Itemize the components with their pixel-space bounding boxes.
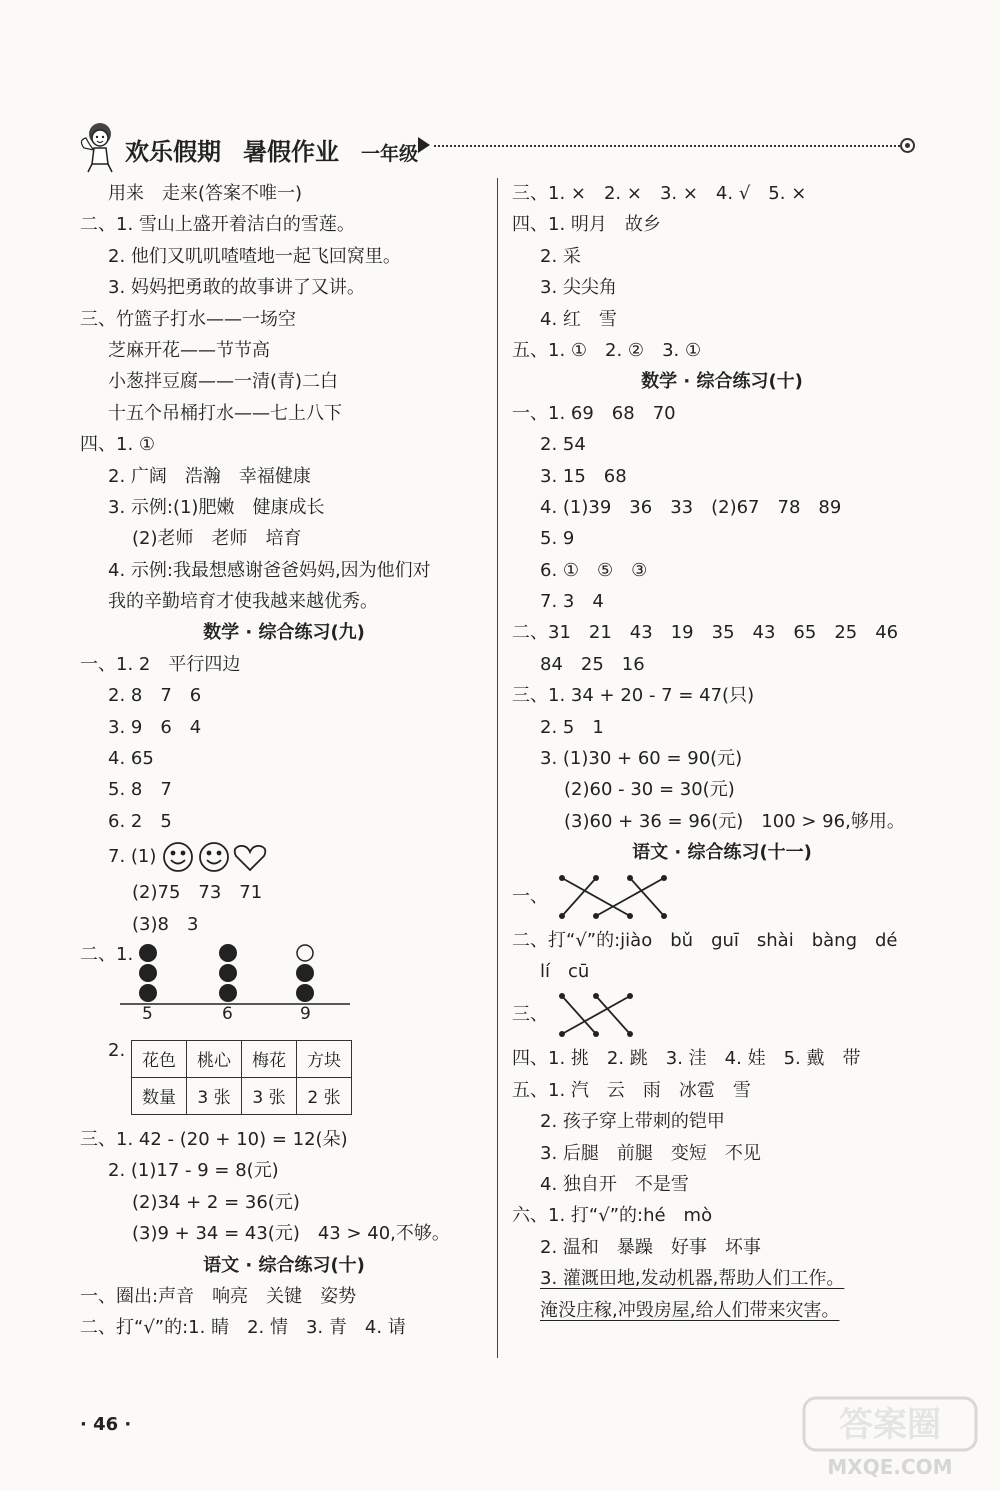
answer-line: 小葱拌豆腐——一清(青)二白 [108, 371, 339, 393]
tens-count: 5 [142, 1003, 153, 1024]
grade-label: 一年级 [361, 143, 419, 165]
answer-line: 5. 8 7 [108, 779, 172, 801]
ones-count: 6 [222, 1003, 233, 1024]
answer-line: 二、打“√”的:1. 睛 2. 情 3. 青 4. 请 [80, 1317, 406, 1339]
answer-line: 二、1. 雪山上盛开着洁白的雪莲。 [80, 214, 355, 236]
page-number: · 46 · [80, 1414, 132, 1435]
table-cell: 梅花 [242, 1040, 297, 1077]
answer-line: 3. 示例:(1)肥嫩 健康成长 [108, 496, 325, 518]
section-title: 语文 · 综合练习(十) [203, 1254, 365, 1276]
answer-line: (3)8 3 [132, 913, 199, 935]
cards-table-answer [80, 1034, 488, 1124]
answer-line: 4. 红 雪 [540, 308, 617, 330]
book-subtitle: 暑假作业 [243, 138, 339, 166]
answer-line: 用来 走来(答案不唯一) [108, 183, 303, 204]
abacus-answer [80, 940, 488, 1034]
ring-bullet-icon [900, 138, 915, 153]
answer-line: 2. 他们又叽叽喳喳地一起飞回窝里。 [108, 245, 401, 267]
svg-text:MXQE.COM: MXQE.COM [827, 1455, 953, 1479]
answer-line: 一、1. 2 平行四边 [80, 653, 241, 675]
table-cell: 方块 [297, 1040, 352, 1077]
table-cell: 数量 [132, 1077, 187, 1114]
matching-lines-figure [554, 872, 684, 922]
answer-line: 3. 妈妈把勇敢的故事讲了又讲。 [108, 277, 365, 299]
watermark-logo [800, 1392, 980, 1482]
answer-line: 4. 示例:我最想感谢爸爸妈妈,因为他们对 [108, 559, 431, 581]
play-arrow-icon [418, 137, 430, 153]
abacus-figure [120, 940, 380, 1034]
answer-line: 芝麻开花——节节高 [108, 339, 270, 361]
answer-text: 7. (1) [108, 846, 157, 868]
table-cell: 2 张 [297, 1077, 352, 1114]
answer-line: 四、1. ① [80, 434, 156, 456]
answer-line: 84 25 16 [540, 653, 645, 675]
answer-line: 四、1. 明月 故乡 [512, 214, 661, 236]
answer-line: 2. 5 1 [540, 716, 604, 738]
answer-line: 3. (1)30 + 60 = 90(元) [540, 748, 743, 770]
answer-line: (3)60 + 36 = 96(元) 100 > 96,够用。 [564, 810, 905, 832]
answer-line: 一、圈出:声音 响亮 关键 姿势 [80, 1285, 357, 1307]
cards-table [131, 1040, 352, 1115]
answer-line: 2. (1)17 - 9 = 8(元) [108, 1160, 279, 1182]
answer-line: 淹没庄稼,冲毁房屋,给人们带来灾害。 [540, 1299, 840, 1321]
answer-line: 五、1. 汽 云 雨 冰雹 雪 [512, 1079, 751, 1101]
answer-line: 三、1. 34 + 20 - 7 = 47(只) [512, 685, 755, 707]
answer-line: 三、1. 42 - (20 + 10) = 12(朵) [80, 1128, 348, 1150]
answer-line: 5. 9 [540, 528, 575, 550]
answer-line: 3. 后腿 前腿 变短 不见 [540, 1142, 761, 1164]
section-title: 数学 · 综合练习(九) [203, 622, 365, 644]
answer-line: 6. ① ⑤ ③ [540, 559, 648, 581]
table-cell: 3 张 [242, 1077, 297, 1114]
table-row [132, 1040, 352, 1077]
answer-label: 二、1. [80, 943, 134, 965]
answer-line: 一、1. 69 68 70 [512, 402, 676, 424]
book-title: 欢乐假期 [125, 138, 221, 166]
answer-line: 7. 3 4 [540, 591, 604, 613]
table-row [132, 1077, 352, 1114]
answer-line: 四、1. 挑 2. 跳 3. 洼 4. 娃 5. 戴 带 [512, 1048, 861, 1070]
answer-line: 十五个吊桶打水——七上八下 [108, 402, 342, 424]
left-column [80, 178, 488, 1344]
answer-label: 2. [108, 1039, 126, 1061]
table-cell: 3 张 [187, 1077, 242, 1114]
answer-line: 2. 8 7 6 [108, 685, 202, 707]
answer-line: 五、1. ① 2. ② 3. ① [512, 339, 702, 361]
answer-line: 3. 15 68 [540, 465, 627, 487]
answer-line: 二、打“√”的:jiào bǔ guī shài bàng dé [512, 929, 898, 951]
section-title: 语文 · 综合练习(十一) [632, 842, 812, 864]
answer-line-faces [80, 837, 488, 877]
table-cell: 桃心 [187, 1040, 242, 1077]
section-title: 数学 · 综合练习(十) [641, 371, 803, 393]
total-count: 9 [300, 1003, 311, 1024]
svg-text:答案圈: 答案圈 [839, 1405, 941, 1445]
answer-line: 2. 温和 暴躁 好事 坏事 [540, 1236, 761, 1258]
answer-line: 4. 65 [108, 748, 154, 770]
answer-line: 3. 9 6 4 [108, 716, 202, 738]
page-header [70, 118, 930, 178]
answer-line: 六、1. 打“√”的:hé mò [512, 1205, 713, 1227]
header-title [125, 132, 426, 167]
answer-line: 二、31 21 43 19 35 43 65 25 46 [512, 622, 899, 644]
answer-line: (2)老师 老师 培育 [132, 528, 302, 550]
answer-line: (2)75 73 71 [132, 882, 263, 904]
answer-line: 4. (1)39 36 33 (2)67 78 89 [540, 496, 842, 518]
answer-line: (2)60 - 30 = 30(元) [564, 779, 735, 801]
answer-line: 3. 尖尖角 [540, 277, 617, 299]
right-column [512, 178, 932, 1326]
table-cell: 花色 [132, 1040, 187, 1077]
answer-line: 三、1. × 2. × 3. × 4. √ 5. × [512, 183, 807, 204]
answer-line: (3)9 + 34 = 43(元) 43 > 40,不够。 [132, 1223, 450, 1245]
matching-lines-figure [554, 990, 654, 1040]
matching-answer [512, 869, 932, 925]
matching-answer [512, 987, 932, 1043]
column-divider [497, 178, 498, 1358]
answer-line: lí cū [540, 960, 590, 982]
answer-line: 6. 2 5 [108, 810, 172, 832]
answer-line: 三、竹篮子打水——一场空 [80, 308, 296, 330]
dotted-rule [434, 145, 900, 147]
answer-line: 2. 广阔 浩瀚 幸福健康 [108, 465, 311, 487]
answer-label: 一、 [512, 885, 548, 907]
answer-line: (2)34 + 2 = 36(元) [132, 1191, 300, 1213]
cupid-mascot-icon [76, 118, 124, 174]
answer-line: 3. 灌溉田地,发动机器,帮助人们工作。 [540, 1268, 845, 1290]
smiley-faces-icon [162, 840, 272, 874]
answer-line: 2. 孩子穿上带刺的铠甲 [540, 1111, 725, 1133]
answer-line: 4. 独自开 不是雪 [540, 1173, 689, 1195]
answer-line: 2. 采 [540, 245, 581, 267]
answer-line: 2. 54 [540, 434, 586, 456]
answer-label: 三、 [512, 1004, 548, 1026]
answer-line: 我的辛勤培育才使我越来越优秀。 [108, 591, 378, 613]
